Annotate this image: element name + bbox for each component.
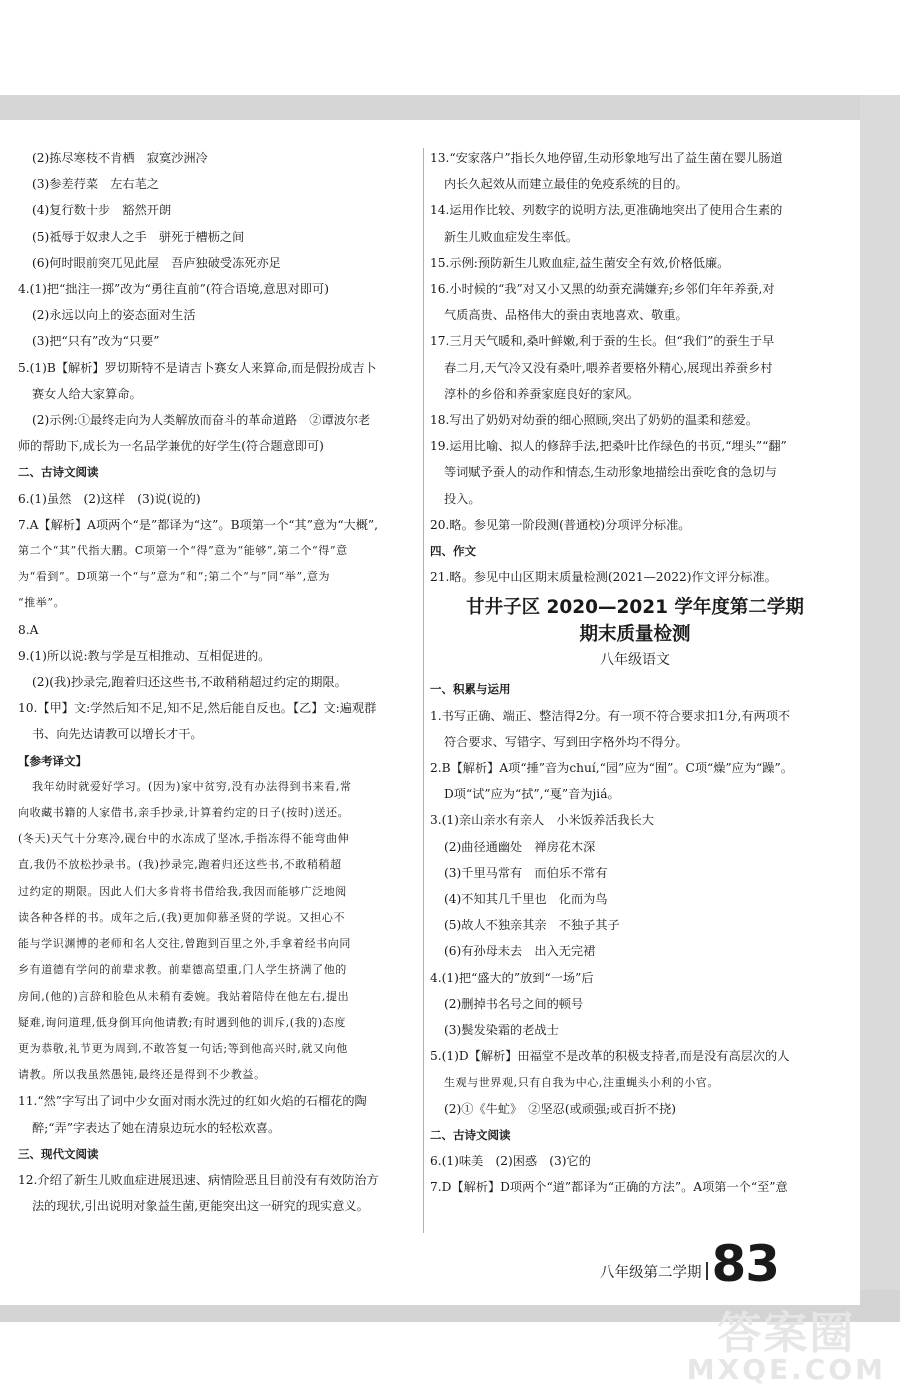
text-line: (2)①《牛虻》 ②坚忍(或顽强;或百折不挠) bbox=[444, 1101, 676, 1116]
text-line: 10.【甲】文:学然后知不足,知不足,然后能自反也。【乙】文:遍观群 bbox=[18, 701, 377, 716]
section-heading: 一、积累与运用 bbox=[430, 682, 511, 697]
watermark-logo bbox=[686, 1308, 886, 1386]
column-divider bbox=[423, 148, 424, 1233]
text-line: 过约定的期限。因此人们大多肯将书借给我,我因而能够广泛地阅 bbox=[18, 884, 347, 898]
watermark-line2: MXQE.COM bbox=[686, 1353, 886, 1386]
left-column bbox=[18, 145, 413, 1219]
text-line: 新生儿败血症发生率低。 bbox=[444, 229, 579, 244]
text-line: 19.运用比喻、拟人的修辞手法,把桑叶比作绿色的书页,“埋头”“翻” bbox=[430, 439, 787, 454]
text-line: 12.介绍了新生儿败血症进展迅速、病情险恶且目前没有有效防治方 bbox=[18, 1172, 379, 1187]
watermark-line1: 答案圈 bbox=[717, 1308, 856, 1359]
exam-course: 八年级语文 bbox=[600, 652, 670, 669]
text-line: (6)何时眼前突兀见此屋 吾庐独破受冻死亦足 bbox=[32, 255, 281, 270]
text-line: 更为恭敬,礼节更为周到,不敢答复一句话;等到他高兴时,就又向他 bbox=[18, 1041, 348, 1055]
scan-border-right bbox=[860, 95, 900, 1315]
text-line: 师的帮助下,成长为一名品学兼优的好学生(符合题意即可) bbox=[18, 439, 324, 454]
text-line: 3.(1)亲山亲水有亲人 小米饭养活我长大 bbox=[430, 813, 654, 828]
text-line: (5)祗辱于奴隶人之手 骈死于槽枥之间 bbox=[32, 229, 245, 244]
text-line: 等词赋予蚕人的动作和情态,生动形象地描绘出蚕吃食的急切与 bbox=[444, 465, 777, 480]
text-line: (5)故人不独亲其亲 不独子其子 bbox=[444, 918, 620, 933]
text-line: 6.(1)味美 (2)困惑 (3)它的 bbox=[430, 1154, 591, 1169]
text-line: (2)示例:①最终走向为人类解放而奋斗的革命道路 ②谭波尔老 bbox=[32, 413, 371, 428]
text-line: 18.写出了奶奶对幼蚕的细心照顾,突出了奶奶的温柔和慈爱。 bbox=[430, 413, 758, 428]
footer-separator bbox=[706, 1262, 708, 1280]
text-line: 14.运用作比较、列数字的说明方法,更准确地突出了使用合生素的 bbox=[430, 203, 783, 218]
section-heading: 【参考译文】 bbox=[18, 753, 87, 768]
text-line: 4.(1)把“拙注一掷”改为“勇往直前”(符合语境,意思对即可) bbox=[18, 282, 329, 297]
text-line: (2)拣尽寒枝不肯栖 寂寞沙洲冷 bbox=[32, 151, 208, 165]
text-line: 5.(1)B【解析】罗切斯特不是请吉卜赛女人来算命,而是假扮成吉卜 bbox=[18, 360, 377, 375]
text-line: 4.(1)把“盛大的”放到“一场”后 bbox=[430, 970, 594, 985]
text-line: 内长久起效从而建立最佳的免疫系统的目的。 bbox=[444, 177, 688, 192]
page-footer bbox=[600, 1232, 779, 1292]
text-line: (3)把“只有”改为“只要” bbox=[32, 334, 160, 349]
text-line: 气质高贵、品格伟大的蚕由衷地喜欢、敬重。 bbox=[444, 308, 688, 323]
right-column bbox=[430, 145, 840, 1201]
answer-list-bottom bbox=[430, 676, 840, 1200]
text-line: 第二个“其”代指大鹏。C项第一个“得”意为“能够”,第二个“得”意 bbox=[18, 544, 348, 558]
text-line: 法的现状,引出说明对象益生菌,更能突出这一研究的现实意义。 bbox=[32, 1199, 369, 1214]
text-line: 疑难,询问道理,低身倒耳向他请教;有时遇到他的训斥,(我的)态度 bbox=[18, 1015, 346, 1029]
text-line: 1.书写正确、端正、整洁得2分。有一项不符合要求扣1分,有两项不 bbox=[430, 708, 791, 723]
text-line: 9.(1)所以说:教与学是互相推动、互相促进的。 bbox=[18, 648, 271, 663]
text-line: 直,我仍不放松抄录书。(我)抄录完,跑着归还这些书,不敢稍稍超 bbox=[18, 858, 342, 872]
text-line: 7.D【解析】D项两个“道”都译为“正确的方法”。A项第一个“至”意 bbox=[430, 1180, 788, 1195]
text-line: 17.三月天气暖和,桑叶鲜嫩,利于蚕的生长。但“我们”的蚕生于早 bbox=[430, 334, 775, 349]
section-heading: 二、古诗文阅读 bbox=[18, 465, 99, 480]
text-line: 房间,(他的)言辞和脸色从未稍有委婉。我站着陪侍在他左右,提出 bbox=[18, 989, 350, 1003]
text-line: 2.B【解析】A项“捶”音为chuí,“园”应为“囿”。C项“燥”应为“躁”。 bbox=[430, 761, 793, 776]
text-line: (3)鬓发染霜的老战士 bbox=[444, 1023, 559, 1038]
text-line: 20.略。参见第一阶段测(普通校)分项评分标准。 bbox=[430, 517, 691, 532]
text-line: 投入。 bbox=[444, 491, 481, 506]
section-heading: 四、作文 bbox=[430, 544, 476, 559]
text-line: 7.A【解析】A项两个“是”都译为“这”。B项第一个“其”意为“大概”, bbox=[18, 517, 379, 532]
text-line: 请教。所以我虽然愚钝,最终还是得到不少教益。 bbox=[18, 1068, 266, 1082]
text-line: 8.A bbox=[18, 622, 39, 637]
text-line: 6.(1)虽然 (2)这样 (3)说(说的) bbox=[18, 491, 201, 506]
text-line: (冬天)天气十分寒冷,砚台中的水冻成了坚冰,手指冻得不能弯曲伸 bbox=[18, 832, 350, 846]
exam-subtitle: 期末质量检测 bbox=[579, 624, 691, 646]
text-line: 我年幼时就爱好学习。(因为)家中贫穷,没有办法得到书来看,常 bbox=[32, 779, 352, 793]
text-line: 乡有道德有学问的前辈求教。前辈德高望重,门人学生挤满了他的 bbox=[18, 963, 347, 977]
text-line: (3)千里马常有 而伯乐不常有 bbox=[444, 865, 608, 880]
text-line: 5.(1)D【解析】田福堂不是改革的积极支持者,而是没有高层次的人 bbox=[430, 1049, 790, 1064]
text-line: 能与学识渊博的老师和名人交往,曾跑到百里之外,手拿着经书向同 bbox=[18, 937, 351, 951]
text-line: 21.略。参见中山区期末质量检测(2021—2022)作文评分标准。 bbox=[430, 570, 777, 585]
text-line: 读各种各样的书。成年之后,(我)更加仰慕圣贤的学说。又担心不 bbox=[18, 910, 346, 924]
text-line: 11.“然”字写出了词中少女面对雨水洗过的红如火焰的石榴花的陶 bbox=[18, 1094, 367, 1109]
text-line: “推举”。 bbox=[18, 596, 66, 610]
text-line: (4)不知其几千里也 化而为鸟 bbox=[444, 892, 608, 907]
text-line: (3)参差荇菜 左右芼之 bbox=[32, 177, 159, 192]
text-line: 16.小时候的“我”对又小又黑的幼蚕充满嫌弃;乡邻们年年养蚕,对 bbox=[430, 282, 775, 297]
text-line: 13.“安家落户”指长久地停留,生动形象地写出了益生菌在婴儿肠道 bbox=[430, 151, 783, 165]
text-line: 符合要求、写错字、写到田字格外均不得分。 bbox=[444, 734, 688, 749]
answer-list-top bbox=[430, 145, 840, 590]
text-line: (2)永远以向上的姿态面对生活 bbox=[32, 308, 196, 323]
text-line: 赛女人给大家算命。 bbox=[32, 386, 142, 401]
text-line: 向收藏书籍的人家借书,亲手抄录,计算着约定的日子(按时)送还。 bbox=[18, 806, 350, 820]
text-line: 醉;“弄”字表达了她在清泉边玩水的轻松欢喜。 bbox=[32, 1120, 281, 1135]
text-line: (4)复行数十步 豁然开朗 bbox=[32, 203, 172, 218]
text-line: 15.示例:预防新生儿败血症,益生菌安全有效,价格低廉。 bbox=[430, 255, 730, 270]
text-line: (6)有孙母未去 出入无完裙 bbox=[444, 944, 596, 959]
text-line: (2)(我)抄录完,跑着归还这些书,不敢稍稍超过约定的期限。 bbox=[32, 675, 347, 690]
text-line: (2)曲径通幽处 禅房花木深 bbox=[444, 839, 596, 854]
text-line: 淳朴的乡俗和养蚕家庭良好的家风。 bbox=[444, 386, 639, 401]
grade-label: 八年级第二学期 bbox=[600, 1265, 702, 1281]
page-number: 83 bbox=[711, 1235, 780, 1293]
text-line: 生观与世界观,只有自我为中心,注重蝇头小利的小官。 bbox=[444, 1075, 719, 1089]
text-line: 书、向先达请教可以增长才干。 bbox=[32, 727, 203, 742]
text-line: (2)删掉书名号之间的顿号 bbox=[444, 996, 584, 1011]
text-line: D项“试”应为“拭”,“戛”音为jiá。 bbox=[444, 787, 620, 802]
exam-title: 甘井子区 2020—2021 学年度第二学期 bbox=[466, 597, 804, 619]
exam-header bbox=[430, 590, 840, 676]
text-line: 春二月,天气冷又没有桑叶,喂养者要格外精心,展现出养蚕乡村 bbox=[444, 360, 773, 375]
section-heading: 二、古诗文阅读 bbox=[430, 1127, 511, 1142]
section-heading: 三、现代文阅读 bbox=[18, 1146, 99, 1161]
text-line: 为“看到”。D项第一个“与”意为“和”;第二个“与”同“举”,意为 bbox=[18, 570, 331, 584]
